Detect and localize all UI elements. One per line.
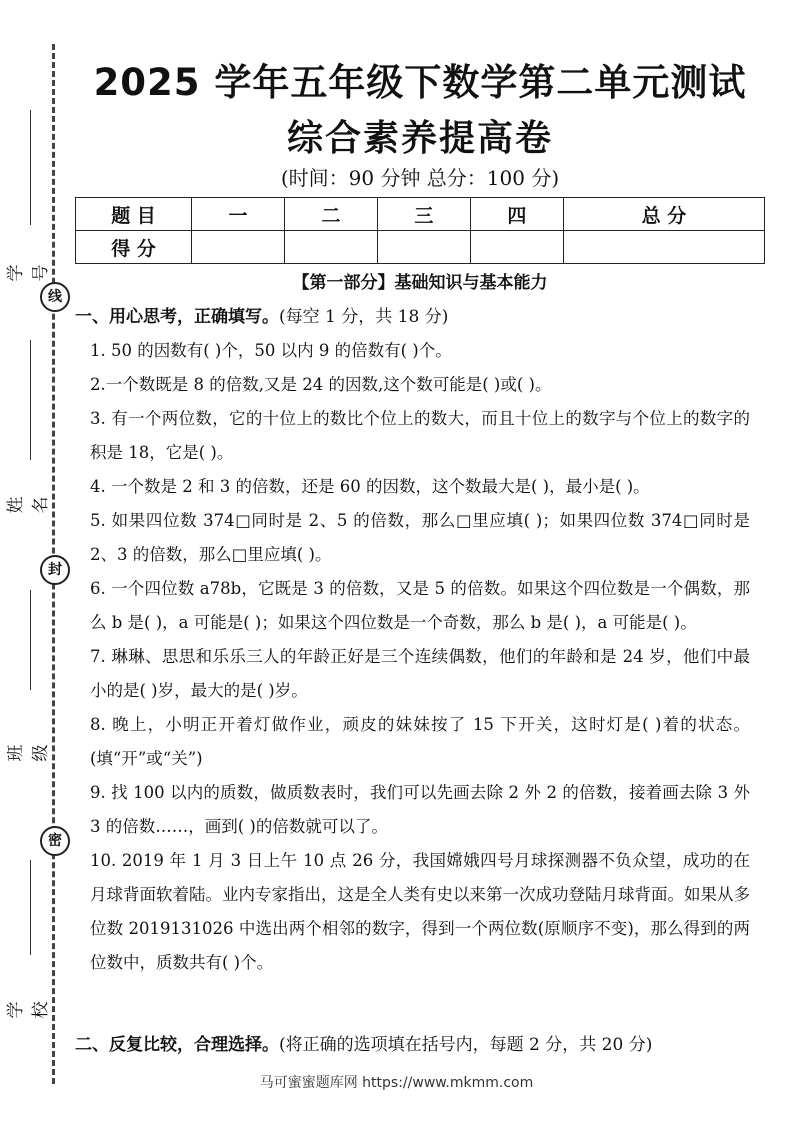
score-table-cell: 三 <box>377 198 470 231</box>
section-1-questions <box>90 334 750 980</box>
question-item: 2.一个数既是 8 的倍数,又是 24 的因数,这个数可能是( )或( )。 <box>90 375 552 394</box>
exam-time-info: (时间：90 分钟 总分：100 分) <box>280 166 560 190</box>
score-table-score-row <box>76 231 765 264</box>
question-item: 9. 找 100 以内的质数，做质数表时，我们可以先画去除 2 外 2 的倍数，接着画去除 3 外 3 的倍数……，画到( )的倍数就可以了。 <box>90 783 750 836</box>
score-blank-cell[interactable] <box>377 231 470 264</box>
section-1-note: (每空 1 分，共 18 分) <box>279 307 449 327</box>
question-item: 6. 一个四位数 a78b，它既是 3 的倍数，又是 5 的倍数。如果这个四位数是一个偶数，那么 b 是( )，a 可能是( )；如果这个四位数是一个奇数，那么 b 是( )，a 可能是( )。 <box>90 579 750 632</box>
question-item: 8. 晚上，小明正开着灯做作业，顽皮的妹妹按了 15 下开关，这时灯是( )着的状态。(填“开”或“关”) <box>90 715 750 768</box>
seal-feng: 封 <box>40 555 70 585</box>
school-line <box>30 860 31 955</box>
name-label: 姓名 <box>6 496 51 514</box>
score-table-cell: 二 <box>284 198 377 231</box>
section-1-title: 一、用心思考，正确填写。 <box>75 307 279 327</box>
question-item: 3. 有一个两位数，它的十位上的数比个位上的数大，而且十位上的数字与个位上的数字的积是 18，它是( )。 <box>90 409 750 462</box>
score-blank-cell[interactable] <box>192 231 285 264</box>
score-table <box>75 197 765 264</box>
score-blank-cell[interactable] <box>563 231 764 264</box>
question-item: 4. 一个数是 2 和 3 的倍数，还是 60 的因数，这个数最大是( )，最小是( )。 <box>90 477 650 496</box>
part-title: 【第一部分】基础知识与基本能力 <box>292 273 548 293</box>
score-table-cell: 得 分 <box>76 231 192 264</box>
score-blank-cell[interactable] <box>284 231 377 264</box>
score-table-cell: 总 分 <box>563 198 764 231</box>
student-id-line <box>30 110 31 225</box>
section-2-heading <box>75 1030 775 1055</box>
score-table-cell: 一 <box>192 198 285 231</box>
score-table-cell: 题 目 <box>76 198 192 231</box>
class-line <box>30 590 31 690</box>
seal-mi: 密 <box>40 826 70 856</box>
section-2-title: 二、反复比较，合理选择。 <box>75 1035 279 1055</box>
student-id-label: 学号 <box>6 264 51 282</box>
footer-watermark: 马可蜜蜜题库网 https://www.mkmm.com <box>259 1075 534 1091</box>
question-item: 7. 琳琳、思思和乐乐三人的年龄正好是三个连续偶数，他们的年龄和是 24 岁，他们中最小的是( )岁，最大的是( )岁。 <box>90 647 750 700</box>
class-label: 班级 <box>6 744 51 762</box>
school-label: 学校 <box>6 1001 51 1019</box>
score-blank-cell[interactable] <box>470 231 563 264</box>
section-1-heading <box>75 302 775 327</box>
score-table-header-row <box>76 198 765 231</box>
question-item: 5. 如果四位数 374□同时是 2、5 的倍数，那么□里应填( )；如果四位数 374□同时是 2、3 的倍数，那么□里应填( )。 <box>90 511 750 564</box>
section-2-note: (将正确的选项填在括号内，每题 2 分，共 20 分) <box>279 1035 653 1055</box>
question-item: 10. 2019 年 1 月 3 日上午 10 点 26 分，我国嫦娥四号月球探测器不负众望，成功的在月球背面软着陆。业内专家指出，这是全人类有史以来第一次成功登陆月球背面。如果从多位数 2019131026 中选出两个相邻的数字，得到一个两位数(原顺序不变)，那么得到的两位数中，质数共有( )个。 <box>90 851 750 972</box>
exam-title: 2025 学年五年级下数学第二单元测试 <box>93 61 747 104</box>
exam-subtitle-title: 综合素养提高卷 <box>286 118 553 159</box>
score-table-cell: 四 <box>470 198 563 231</box>
seal-xian: 线 <box>40 282 70 312</box>
name-line <box>30 340 31 460</box>
question-item: 1. 50 的因数有( )个，50 以内 9 的倍数有( )个。 <box>90 341 452 360</box>
